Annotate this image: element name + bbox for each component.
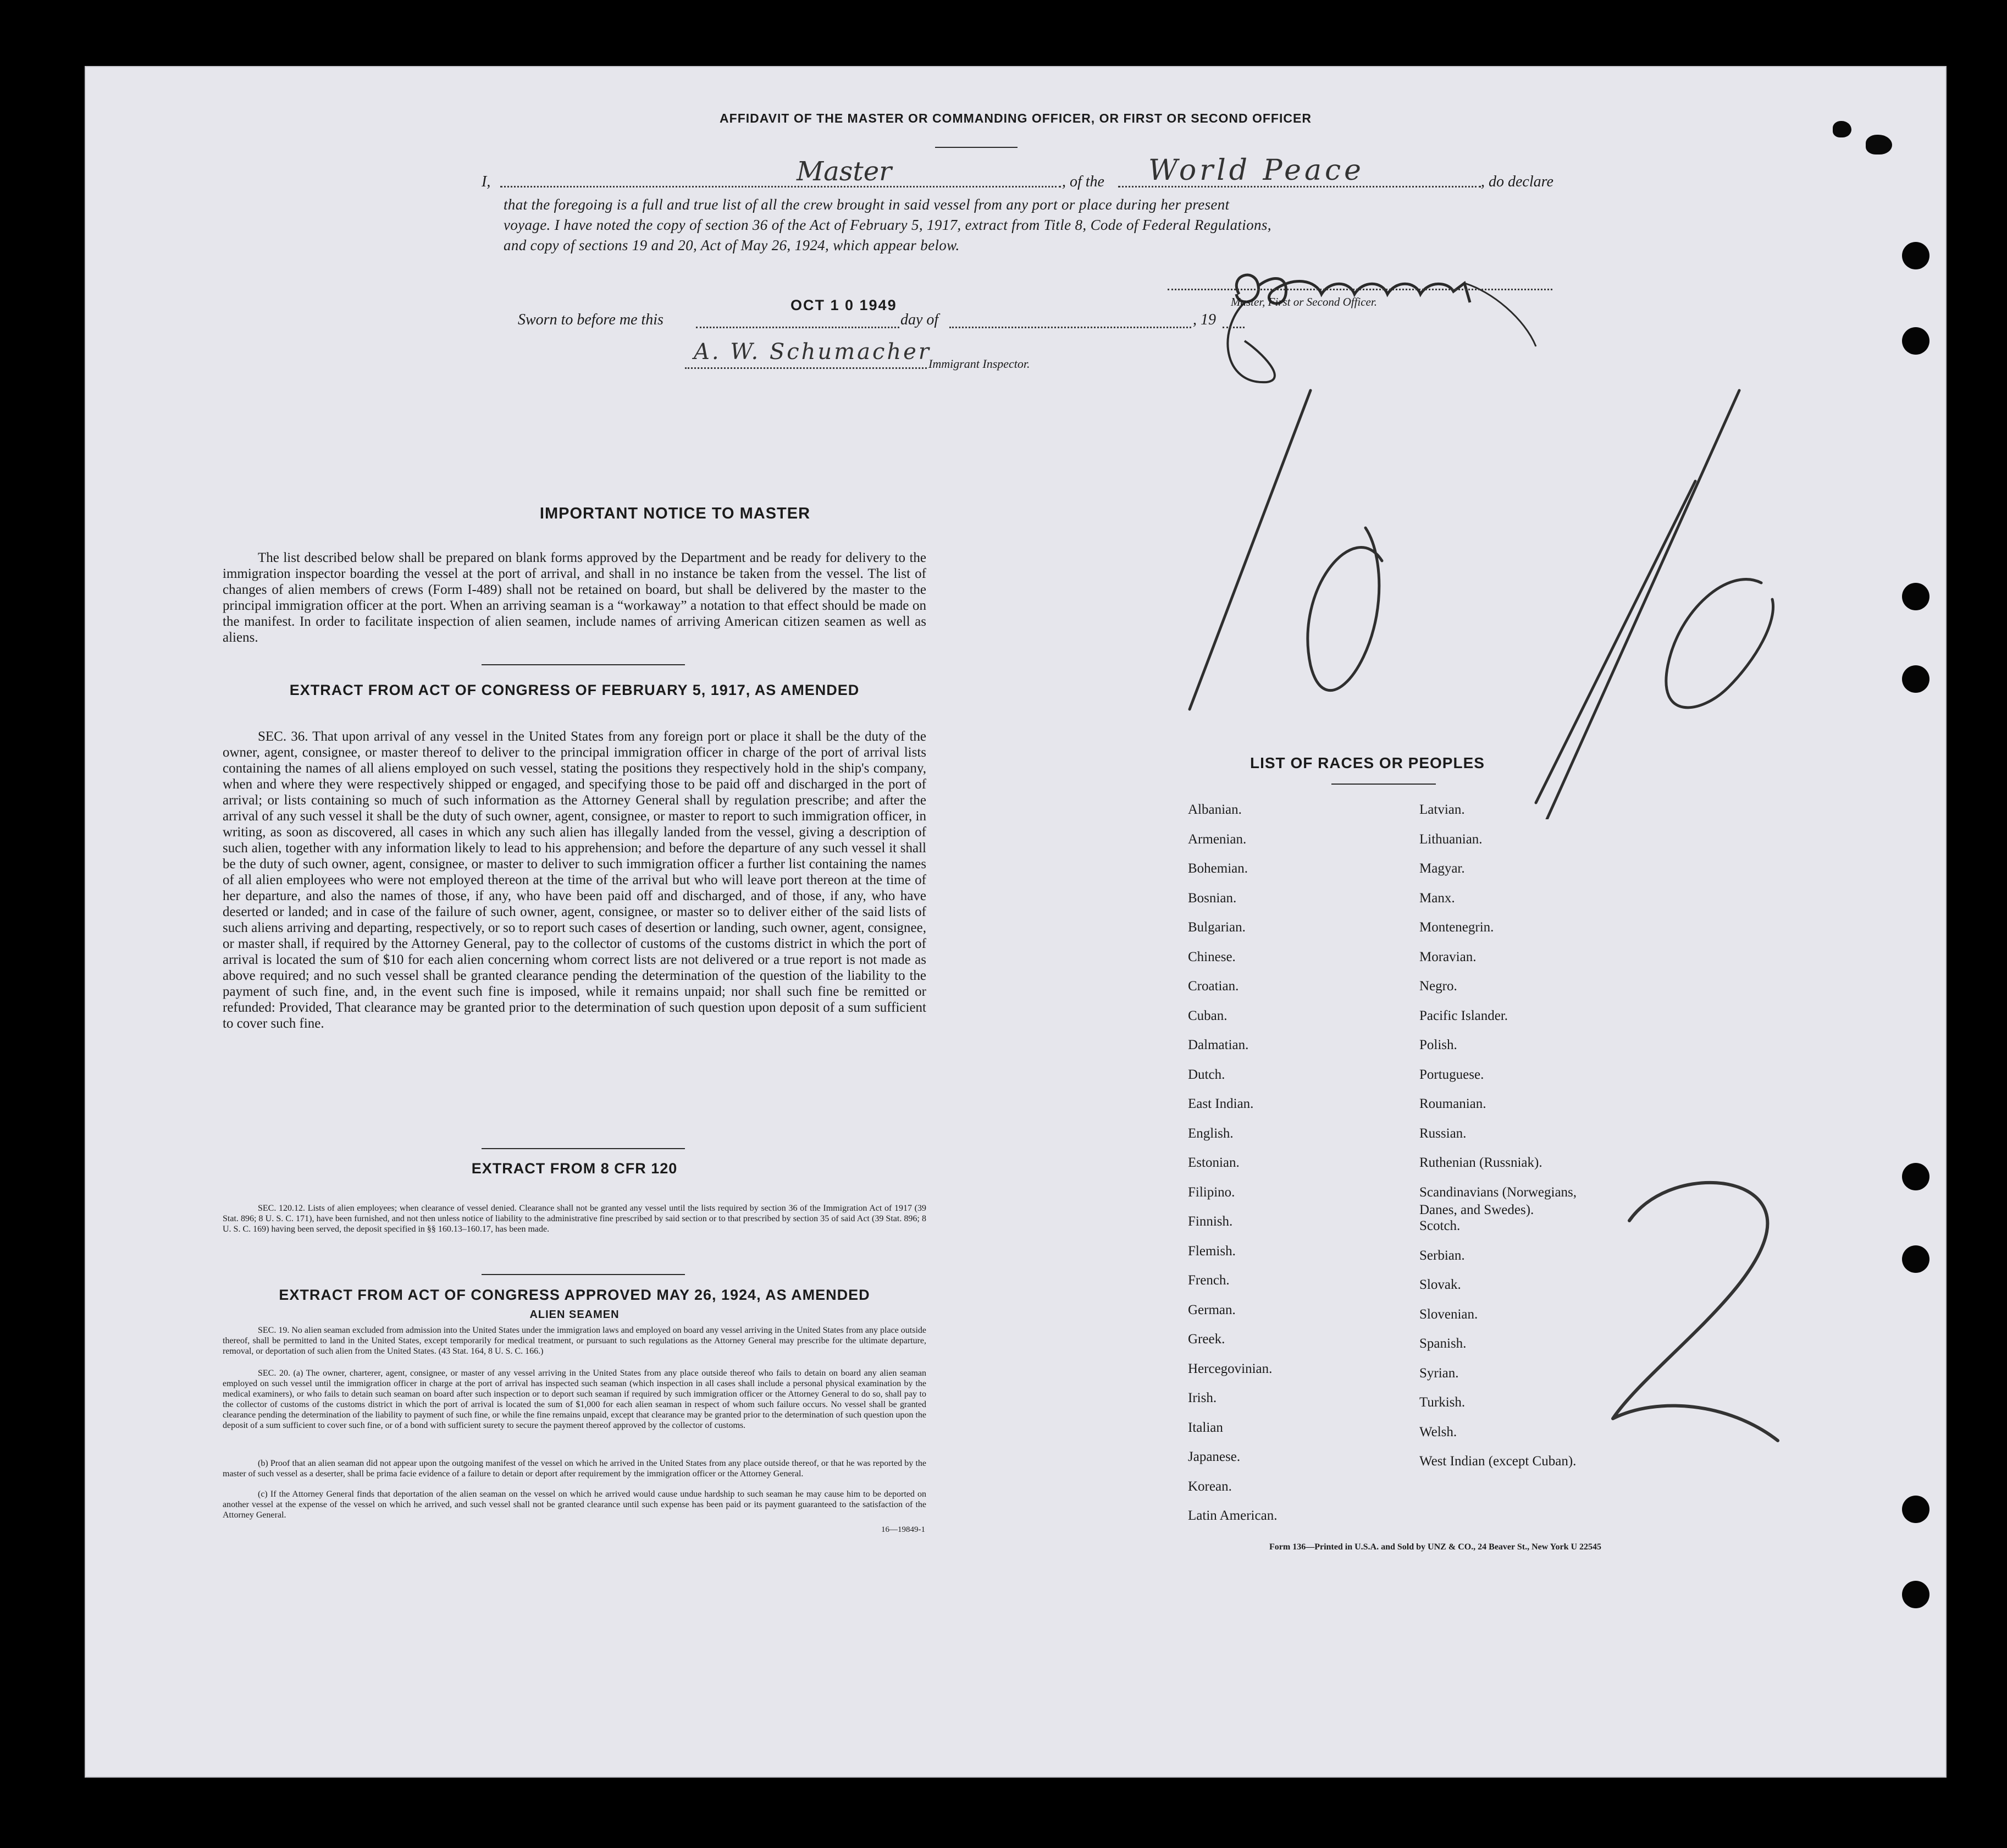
do-declare-label: , do declare <box>1481 173 1553 190</box>
race-item: Croatian. <box>1188 979 1239 994</box>
race-item: Bosnian. <box>1188 890 1237 906</box>
race-item: Filipino. <box>1188 1184 1235 1200</box>
affidavit-i-label: I, <box>482 173 491 190</box>
sworn-date-line <box>696 327 899 328</box>
handwritten-number-10-10 <box>1184 379 1789 819</box>
binder-hole <box>1902 1496 1929 1523</box>
race-item: Montenegrin. <box>1419 920 1494 935</box>
notice-title: IMPORTANT NOTICE TO MASTER <box>539 505 811 522</box>
affidavit-title-rule <box>935 147 1018 148</box>
affidavit-body-line-1: that the foregoing is a full and true list of all the crew brought in said vessel from any port or place during her present <box>504 196 1230 213</box>
cfr-text: SEC. 120.12. Lists of alien employees; when clearance of vessel denied. Clearance shall not be granted any vessel until the lists required by section 36 of the Immigration Act of 1917 (39 Stat. 896; 8 U. S. C. 171), have been furnished, and not then unless notice of liability to the administrative fine prescribed by said section or to that prescribed by section 35 of said Act (39 Stat. 896; 8 U. S. C. 169) having been served, the deposit specified in §§ 160.13–160.17, has been made. <box>223 1204 926 1234</box>
race-item: Serbian. <box>1419 1248 1465 1263</box>
race-item: Roumanian. <box>1419 1096 1486 1111</box>
races-title: LIST OF RACES OR PEOPLES <box>1250 754 1485 771</box>
year-line <box>1223 327 1245 328</box>
race-item: Danes, and Swedes). <box>1419 1202 1534 1217</box>
race-item: Russian. <box>1419 1126 1467 1141</box>
extract-1917-title: EXTRACT FROM ACT OF CONGRESS OF FEBRUARY 5, 1917, AS AMENDED <box>289 682 860 698</box>
race-item: Ruthenian (Russniak). <box>1419 1155 1542 1170</box>
officer-title-handwritten[interactable]: Master <box>797 156 892 187</box>
date-stamp: OCT 1 0 1949 <box>790 297 897 313</box>
footer-imprint: Form 136—Printed in U.S.A. and Sold by UNZ & CO., 24 Beaver St., New York U 22545 <box>1269 1542 1602 1552</box>
race-item: Negro. <box>1419 979 1457 994</box>
day-of-label: day of <box>900 311 939 328</box>
binder-hole <box>1902 665 1929 693</box>
race-item: Scotch. <box>1419 1218 1461 1233</box>
race-item: Syrian. <box>1419 1365 1459 1381</box>
binder-hole <box>1902 242 1929 269</box>
race-item: Greek. <box>1188 1332 1225 1347</box>
extract-1917-rule <box>482 1148 685 1149</box>
binder-hole <box>1902 1245 1929 1273</box>
handwritten-page-number-2 <box>1596 1160 1805 1457</box>
officer-signature-caption: Master, First or Second Officer. <box>1231 295 1377 308</box>
extract-1924-sec20a: SEC. 20. (a) The owner, charterer, agent, consignee, or master of any vessel arriving in the United States from any place outside thereof who fails to detain on board any alien seaman employed on such vessel until the immigration officer in charge at the port of arrival has inspected such seaman (which inspection in all cases shall include a personal physical examination by the medical examiners), or who fails to detain such seaman on board after such inspection or to deport such seaman if required by such immigration officer or the Attorney General to do so, shall pay to the collector of customs of the customs district in which the port of arrival is located the sum of $1,000 for each alien seaman in respect of whom such failure occurs. No vessel shall be granted clearance pending the determination of the liability to payment of such fine, or while the fine remains unpaid, except that clearance may be granted prior to the determination of such question upon the deposit of a sum sufficient to cover such fine, or of a bond with sufficient surety to secure the payment thereof approved by the collector of customs. <box>223 1369 926 1430</box>
sworn-label: Sworn to before me this <box>518 311 664 328</box>
race-item: Slovenian. <box>1419 1306 1478 1322</box>
race-item: English. <box>1188 1126 1234 1141</box>
race-item: Hercegovinian. <box>1188 1361 1273 1376</box>
race-item: Armenian. <box>1188 831 1247 847</box>
form-code: 16—19849-1 <box>881 1525 925 1534</box>
race-item: Korean. <box>1188 1479 1232 1494</box>
affidavit-title: AFFIDAVIT OF THE MASTER OR COMMANDING OFFICER, OR FIRST OR SECOND OFFICER <box>720 111 1312 125</box>
race-item: Flemish. <box>1188 1243 1236 1259</box>
race-item: Lithuanian. <box>1419 831 1483 847</box>
race-item: Pacific Islander. <box>1419 1008 1508 1023</box>
race-item: Manx. <box>1419 890 1455 906</box>
race-item: Magyar. <box>1419 861 1465 876</box>
officer-signature-line <box>1168 289 1552 290</box>
affidavit-body-line-3: and copy of sections 19 and 20, Act of May 26, 1924, which appear below. <box>504 237 960 253</box>
race-item: Turkish. <box>1419 1395 1466 1410</box>
race-item: Welsh. <box>1419 1424 1457 1439</box>
extract-1924-sec20c: (c) If the Attorney General finds that deportation of the alien seaman on the vessel on which he arrived would cause undue hardship to such seaman he may cause him to be deported on another vessel at the expense of the vessel on which he arrived, and such vessel shall not be granted clearance until such expense has been paid or its payment guaranteed to the satisfaction of the Attorney General. <box>223 1490 926 1520</box>
manifest-page <box>85 66 1947 1778</box>
race-item: Latvian. <box>1419 802 1465 817</box>
race-item: French. <box>1188 1273 1230 1288</box>
binder-hole <box>1902 1581 1929 1608</box>
cfr-title: EXTRACT FROM 8 CFR 120 <box>471 1160 678 1177</box>
race-item: Japanese. <box>1188 1449 1241 1464</box>
race-item: Irish. <box>1188 1391 1217 1405</box>
ink-smudge <box>1866 135 1892 155</box>
race-item: Chinese. <box>1188 949 1236 964</box>
affidavit-body-line-2: voyage. I have noted the copy of section 36 of the Act of February 5, 1917, extract from Title 8, Code of Federal Regulations, <box>504 217 1271 233</box>
race-item: Portuguese. <box>1419 1067 1484 1082</box>
officer-field-line <box>500 186 1061 187</box>
of-the-label: , of the <box>1062 173 1104 190</box>
extract-1917-text: SEC. 36. That upon arrival of any vessel in the United States from any foreign port or place it shall be the duty of the owner, agent, consignee, or master thereof to deliver to the principal immigration officer in charge of the port of arrival lists containing the names of all aliens employed on such vessel, stating the positions they respectively hold in the ship's company, when and where they were respectively shipped or engaged, and specifying those to be paid off and discharged in the port of arrival; or lists containing so much of such information as the Attorney General shall by regulation prescribe; and after the arrival of any such vessel it shall be the duty of such owner, agent, consignee, or master to report to such immigration officer, in writing, as soon as discovered, all cases in which any such alien has illegally landed from the vessel, giving a description of such alien, together with any information likely to lead to his apprehension; and before the departure of any such vessel it shall be the duty of such owner, agent, consignee, or master to deliver to such immigration officer a further list containing the names of all alien employees who were not employed thereon at the time of the arrival but who will leave port thereon at the time of her departure, and also the names of those, if any, who have been paid off and discharged, and of those, if any, who have deserted or landed; and in case of the failure of such owner, agent, consignee, or master so to deliver either of the said lists of such aliens arriving and departing, respectively, or so to report such cases of desertion or landing, such owner, agent, consignee, or master shall, if required by the Attorney General, pay to the collector of customs of the customs district in which the port of arrival is located the sum of $10 for each alien concerning whom correct lists are not delivered or a true report is not made as above required; and no such vessel shall be granted clearance pending the determination of the question of the liability to the payment of such fine, and, in the event such fine is imposed, while it remains unpaid; nor shall such fine be remitted or refunded: Provided, That clearance may be granted prior to the determination of such question upon deposit of a sum sufficient to cover such fine. <box>223 729 926 1031</box>
race-item: Polish. <box>1419 1038 1457 1052</box>
race-item: Bohemian. <box>1188 861 1248 876</box>
race-item: Latin American. <box>1188 1508 1278 1523</box>
extract-1924-sec19: SEC. 19. No alien seaman excluded from admission into the United States under the immigration laws and employed on board any vessel arriving in the United States from any place outside thereof, shall be permitted to land in the United States, except temporarily for medical treatment, or pursuant to such regulations as the Attorney General may prescribe for the ultimate departure, removal, or deportation of such alien from the United States. (43 Stat. 164, 8 U. S. C. 166.) <box>223 1326 926 1356</box>
race-item: Dalmatian. <box>1188 1038 1249 1052</box>
race-item: Italian <box>1188 1420 1223 1435</box>
race-item: Spanish. <box>1419 1336 1467 1351</box>
race-item: Moravian. <box>1419 949 1477 964</box>
race-item: East Indian. <box>1188 1096 1254 1111</box>
race-item: German. <box>1188 1302 1236 1317</box>
race-item: Albanian. <box>1188 802 1242 817</box>
officer-signature <box>1206 242 1558 396</box>
binder-hole <box>1902 583 1929 610</box>
race-item: Estonian. <box>1188 1155 1240 1170</box>
year-prefix: , 19 <box>1193 311 1216 328</box>
extract-1924-title: EXTRACT FROM ACT OF CONGRESS APPROVED MAY 26, 1924, AS AMENDED <box>279 1287 870 1303</box>
inspector-label: Immigrant Inspector. <box>928 357 1030 371</box>
race-item: Scandinavians (Norwegians, <box>1419 1184 1577 1200</box>
binder-hole <box>1902 327 1929 355</box>
inspector-signature: A. W. Schumacher <box>694 339 931 365</box>
extract-1924-sec20b: (b) Proof that an alien seaman did not appear upon the outgoing manifest of the vessel on which he arrived in the United States from any place outside thereof, or that he was reported by the master of such vessel as a deserter, shall be prima facie evidence of a failure to detain or deport after requirement by the immigration officer or the Attorney General. <box>223 1459 926 1479</box>
race-item: West Indian (except Cuban). <box>1419 1454 1577 1469</box>
extract-1924-subtitle: ALIEN SEAMEN <box>529 1309 620 1321</box>
notice-rule <box>482 664 685 665</box>
race-item: Bulgarian. <box>1188 920 1246 935</box>
day-of-line <box>949 327 1191 328</box>
inspector-signature-line <box>685 367 927 369</box>
vessel-name-handwritten[interactable]: World Peace <box>1148 154 1364 187</box>
cfr-rule <box>482 1274 685 1275</box>
race-item: Slovak. <box>1419 1277 1461 1292</box>
binder-hole <box>1902 1163 1929 1190</box>
race-item: Finnish. <box>1188 1214 1233 1229</box>
race-item: Dutch. <box>1188 1067 1225 1082</box>
race-item: Cuban. <box>1188 1008 1228 1023</box>
notice-text: The list described below shall be prepared on blank forms approved by the Department and be ready for delivery to the immigration inspector boarding the vessel at the port of arrival, and shall in no instance be taken from the vessel. The list of changes of alien members of crews (Form I-489) shall not be retained on board, but shall be delivered by the master to the principal immigration officer at the port. When an arriving seaman is a “workaway” a notation to that effect should be made on the manifest. In order to facilitate inspection of alien seamen, include names of arriving American citizen seamen as well as aliens. <box>223 550 926 645</box>
